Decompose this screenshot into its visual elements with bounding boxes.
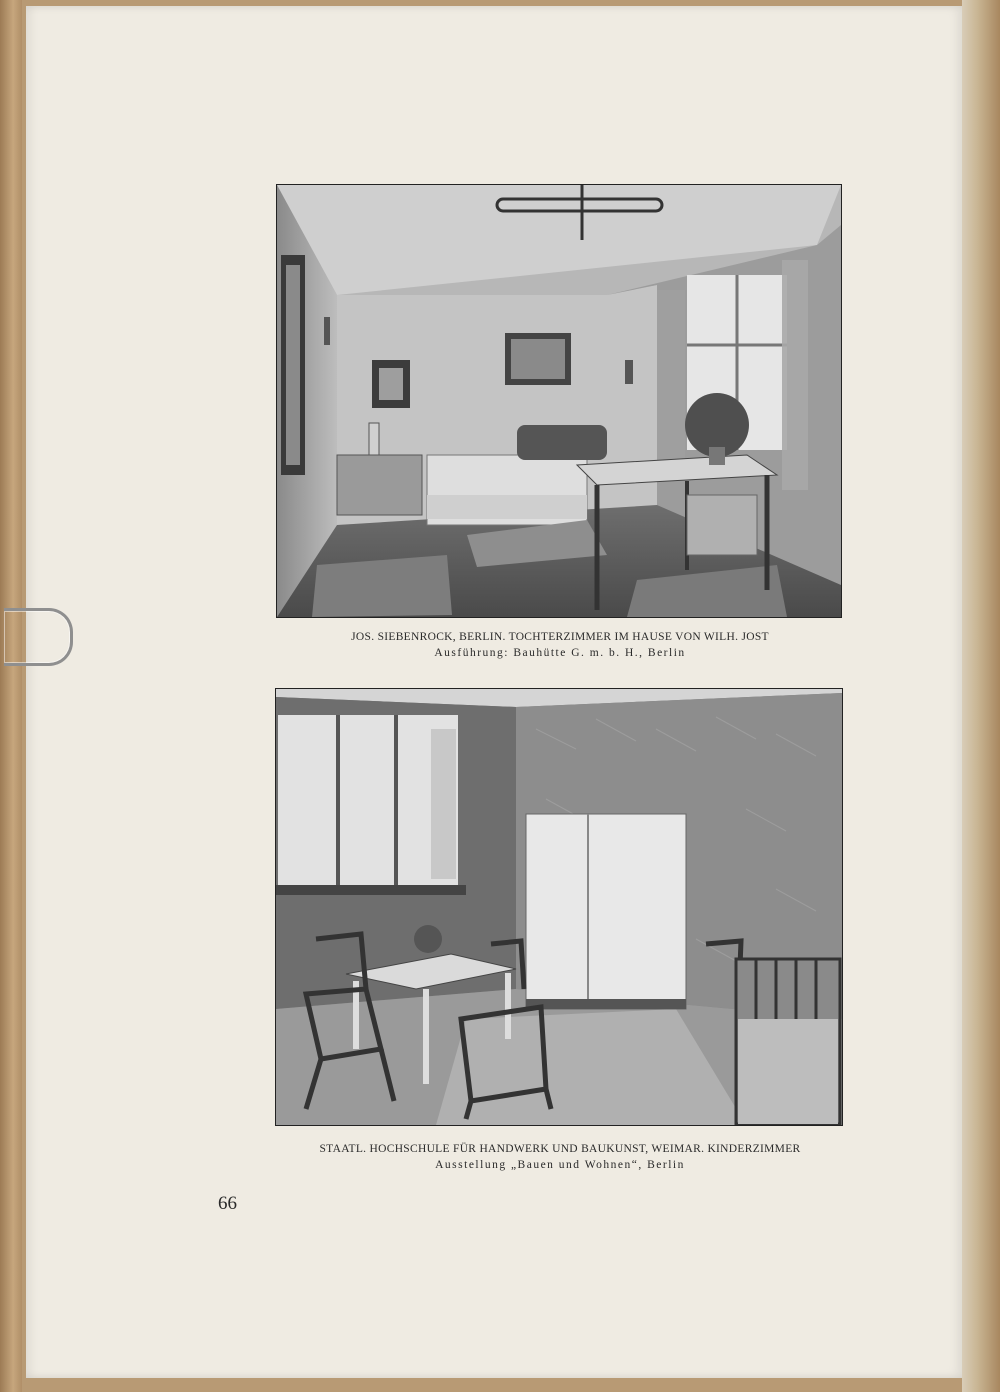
photo-bedroom [276,184,842,618]
book-edge-right [962,0,1000,1392]
paper-clip [4,608,73,666]
caption-bottom-subtitle: Ausstellung „Bauen und Wohnen“, Berlin [435,1159,685,1171]
page-number: 66 [218,1193,237,1214]
caption-top [250,631,870,659]
caption-top-subtitle: Ausführung: Bauhütte G. m. b. H., Berlin [434,647,686,659]
caption-bottom-title: STAATL. HOCHSCHULE FÜR HANDWERK UND BAUKUNST, WEIMAR. KINDERZIMMER [319,1143,801,1155]
caption-bottom [250,1143,870,1171]
book-binding-left [0,0,22,1392]
caption-top-title: JOS. SIEBENROCK, BERLIN. TOCHTERZIMMER IM HAUSE VON WILH. JOST [351,631,769,643]
photo-kinderzimmer [275,688,843,1126]
